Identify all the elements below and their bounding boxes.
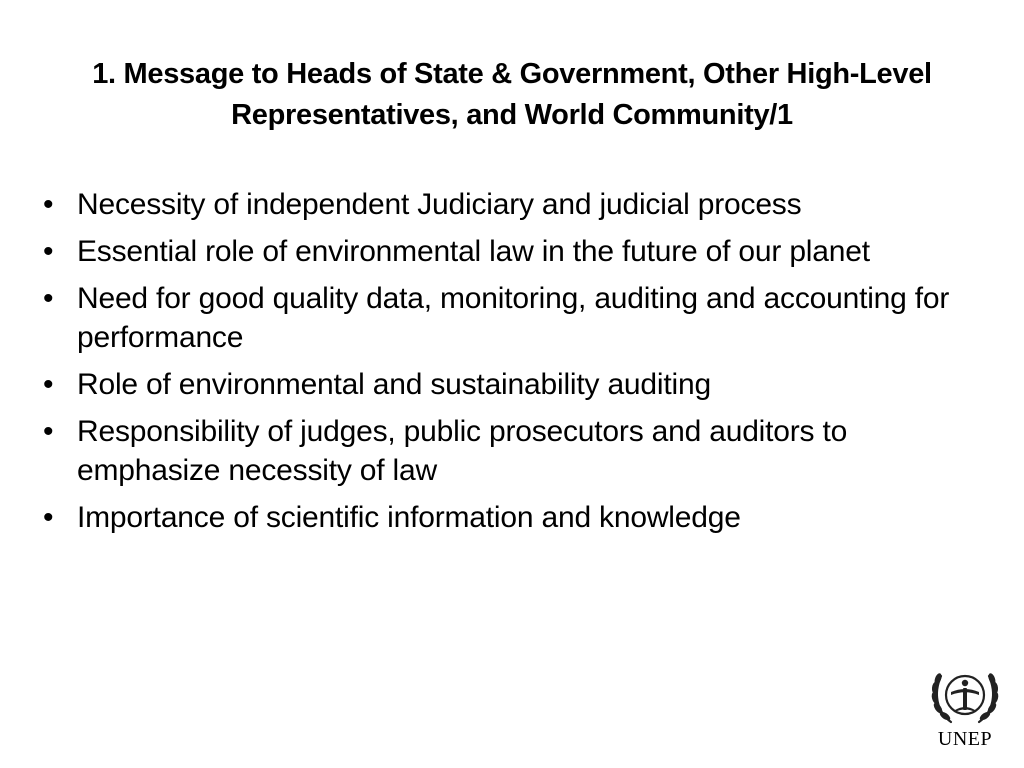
bullet-item <box>40 279 980 357</box>
bullet-text: Role of environmental and sustainability auditing <box>77 368 711 401</box>
bullet-text: Need for good quality data, monitoring, auditing and accounting for performance <box>77 282 950 354</box>
bullet-item <box>40 498 980 537</box>
bullet-item <box>40 365 980 404</box>
bullet-text: Responsibility of judges, public prosecutors and auditors to emphasize necessity of law <box>77 415 848 487</box>
bullet-dot: • <box>43 282 54 315</box>
unep-emblem-icon <box>925 660 1005 726</box>
bullet-dot: • <box>43 235 54 268</box>
bullet-item <box>40 185 980 224</box>
bullet-dot: • <box>43 415 54 448</box>
slide-title: 1. Message to Heads of State & Government, Other High-Level Representatives, and World Community/1 <box>92 58 932 131</box>
bullet-text: Importance of scientific information and knowledge <box>77 501 741 534</box>
bullet-item <box>40 232 980 271</box>
bullet-dot: • <box>43 188 54 221</box>
bullet-text: Essential role of environmental law in the future of our planet <box>77 235 870 268</box>
bullet-text: Necessity of independent Judiciary and judicial process <box>77 188 802 221</box>
bullet-dot: • <box>43 368 54 401</box>
bullet-list <box>40 185 980 545</box>
bullet-item <box>40 412 980 490</box>
bullet-dot: • <box>43 501 54 534</box>
unep-logo <box>925 660 1005 752</box>
unep-logo-text: UNEP <box>937 728 993 750</box>
